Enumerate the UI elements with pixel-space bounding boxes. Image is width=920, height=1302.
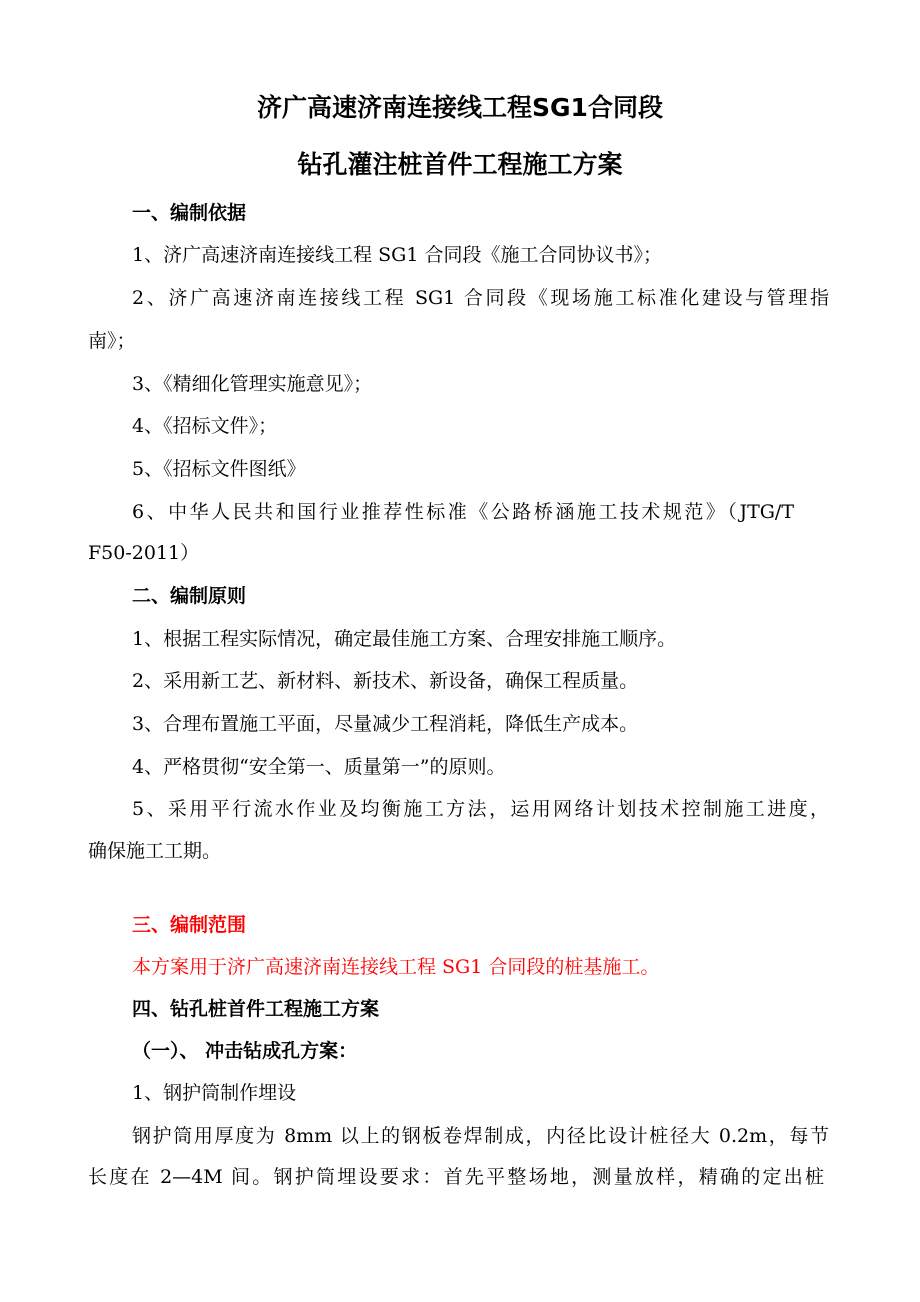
list-item: 3、合理布置施工平面，尽量减少工程消耗，降低生产成本。 (132, 713, 639, 735)
paragraph-line: 长度在 2—4M 间。钢护筒埋设要求：首先平整场地，测量放样，精确的定出桩 (88, 1166, 824, 1188)
list-item: 3、《精细化管理实施意见》； (132, 373, 373, 395)
list-item: 5、采用平行流水作业及均衡施工方法，运用网络计划技术控制施工进度， (132, 798, 829, 820)
list-item: 1、钢护筒制作埋设 (132, 1082, 297, 1104)
scope-text: 本方案用于济广高速济南连接线工程 SG1 合同段的桩基施工。 (132, 956, 660, 978)
list-item: 4、严格贯彻“安全第一、质量第一”的原则。 (132, 756, 506, 778)
list-item: 6、中华人民共和国行业推荐性标准《公路桥涵施工技术规范》（JTG/T (132, 501, 794, 523)
section-heading-scope: 三、编制范围 (132, 914, 247, 936)
section-heading-plan: 四、钻孔桩首件工程施工方案 (132, 998, 380, 1020)
paragraph-line: 钢护筒用厚度为 8mm 以上的钢板卷焊制成，内径比设计桩径大 0.2m，每节 (132, 1125, 829, 1147)
list-item: F50-2011） (88, 542, 200, 564)
list-item: 1、根据工程实际情况，确定最佳施工方案、合理安排施工顺序。 (132, 628, 677, 650)
section-heading-basis: 一、编制依据 (132, 202, 247, 224)
list-item: 5、《招标文件图纸》 (132, 458, 306, 480)
section-heading-principles: 二、编制原则 (132, 585, 247, 607)
doc-subtitle: 钻孔灌注桩首件工程施工方案 (297, 150, 623, 179)
list-item: 确保施工工期。 (88, 840, 222, 862)
subsection-heading: （一）、 冲击钻成孔方案： (132, 1040, 358, 1062)
list-item: 4、《招标文件》； (132, 415, 278, 437)
list-item: 南》； (88, 330, 136, 352)
list-item: 1、济广高速济南连接线工程 SG1 合同段《施工合同协议书》； (132, 244, 662, 266)
doc-title: 济广高速济南连接线工程SG1合同段 (257, 93, 663, 122)
list-item: 2、济广高速济南连接线工程 SG1 合同段《现场施工标准化建设与管理指 (132, 287, 829, 309)
list-item: 2、采用新工艺、新材料、新技术、新设备，确保工程质量。 (132, 670, 639, 692)
